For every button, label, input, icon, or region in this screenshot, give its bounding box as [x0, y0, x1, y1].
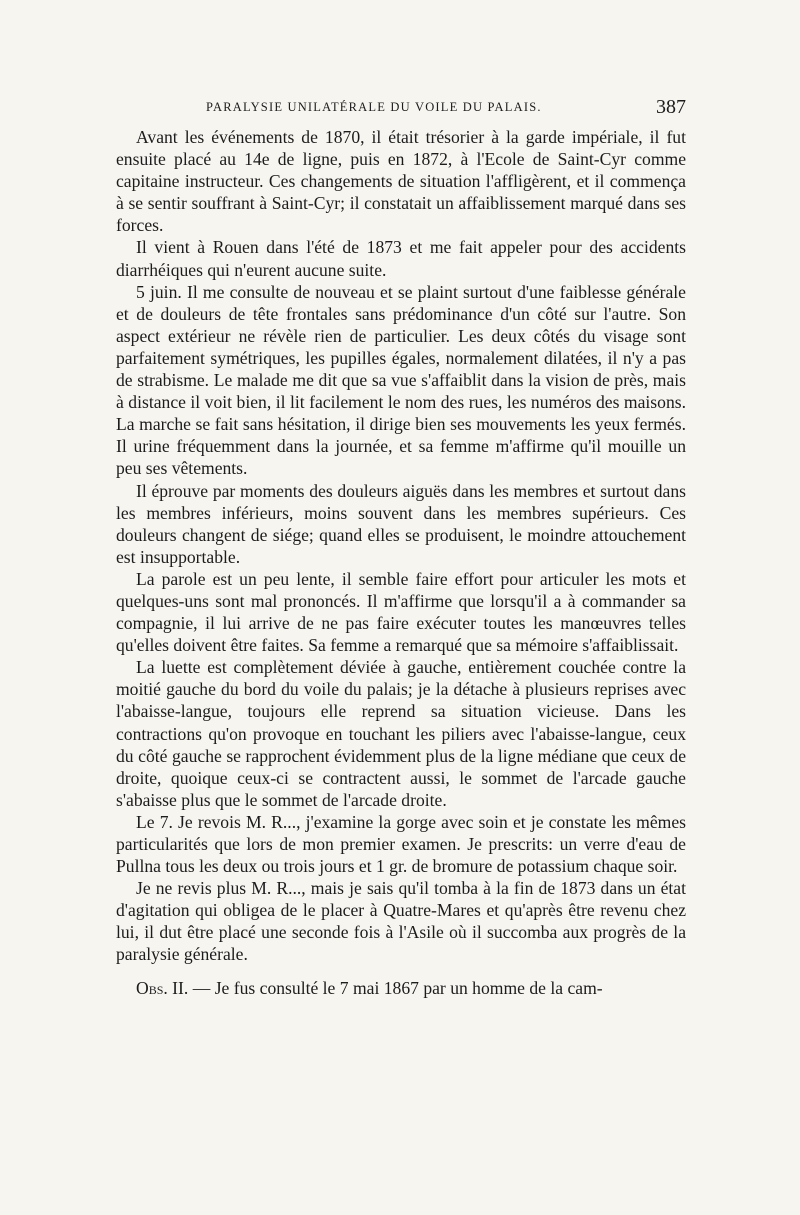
- page-number: 387: [656, 96, 686, 118]
- observation-label: Obs. II.: [136, 977, 189, 998]
- paragraph: La luette est complètement déviée à gauche, entièrement couchée contre la moitié gauche du bord du voile du palais; je la détache à plusieurs reprises avec l'abaisse-langue, toujours elle reprend sa situation vicieuse. Dans les contractions qu'on provoque en touchant les piliers avec l'abaisse-langue, ceux du côté gauche se rapprochent évidemment plus de la ligne médiane que ceux de droite, quoique ceux-ci se contractent aussi, le sommet de l'arcade gauche s'abaisse plus que le sommet de l'arcade droite.: [116, 657, 686, 810]
- observation-paragraph: [116, 977, 686, 999]
- paragraph: Je ne revis plus M. R..., mais je sais qu'il tomba à la fin de 1873 dans un état d'agitation qui obligea de le placer à Quatre-Mares et qu'après être revenu chez lui, il dut être placé une seconde fois à l'Asile où il succomba aux progrès de la paralysie générale.: [116, 878, 686, 965]
- paragraph: La parole est un peu lente, il semble faire effort pour articuler les mots et quelques-uns sont mal prononcés. Il m'affirme que lorsqu'il a à commander sa compagnie, il lui arrive de ne pas faire exécuter toutes les manœuvres telles qu'elles doivent être faites. Sa femme a remarqué que sa mémoire s'affaiblissait.: [116, 568, 686, 656]
- paragraph: Il éprouve par moments des douleurs aiguës dans les membres et surtout dans les membres inférieurs, moins souvent dans les membres supérieurs. Ces douleurs changent de siége; quand elles se produisent, le moindre attouchement est insupportable.: [116, 480, 686, 567]
- observation-text: — Je fus consulté le 7 mai 1867 par un homme de la cam-: [188, 977, 603, 998]
- paragraph: Il vient à Rouen dans l'été de 1873 et me fait appeler pour des accidents diarrhéiques qui n'eurent aucune suite.: [116, 237, 686, 280]
- running-title: PARALYSIE UNILATÉRALE DU VOILE DU PALAIS.: [206, 100, 542, 114]
- paragraph: Avant les événements de 1870, il était trésorier à la garde impériale, il fut ensuite placé au 14e de ligne, puis en 1872, à l'Ecole de Saint-Cyr comme capitaine instructeur. Ces changements de situation l'affligèrent, et il commença à se sentir souffrant à Saint-Cyr; il constatait un affaiblissement marqué dans ses forces.: [116, 127, 686, 236]
- paragraph: 5 juin. Il me consulte de nouveau et se plaint surtout d'une faiblesse générale et de douleurs de tête frontales sans prédominance d'un côté sur l'autre. Son aspect extérieur ne révèle rien de particulier. Les deux côtés du visage sont parfaitement symétriques, les pupilles égales, normalement dilatées, il n'y a pas de strabisme. Le malade me dit que sa vue s'affaiblit dans la vision de près, mais à distance il voit bien, il lit facilement le nom des rues, les numéros des maisons. La marche se fait sans hésitation, il dirige bien ses mouvements les yeux fermés. Il urine fréquemment dans la journée, et sa femme m'affirme qu'il mouille un peu ses vêtements.: [116, 281, 686, 479]
- page-header: [116, 96, 686, 126]
- page: [116, 96, 686, 999]
- body-text: [116, 126, 686, 999]
- paragraph: Le 7. Je revois M. R..., j'examine la gorge avec soin et je constate les mêmes particularités que lors de mon premier examen. Je prescrits: un verre d'eau de Pullna tous les deux ou trois jours et 1 gr. de bromure de potassium chaque soir.: [116, 811, 686, 877]
